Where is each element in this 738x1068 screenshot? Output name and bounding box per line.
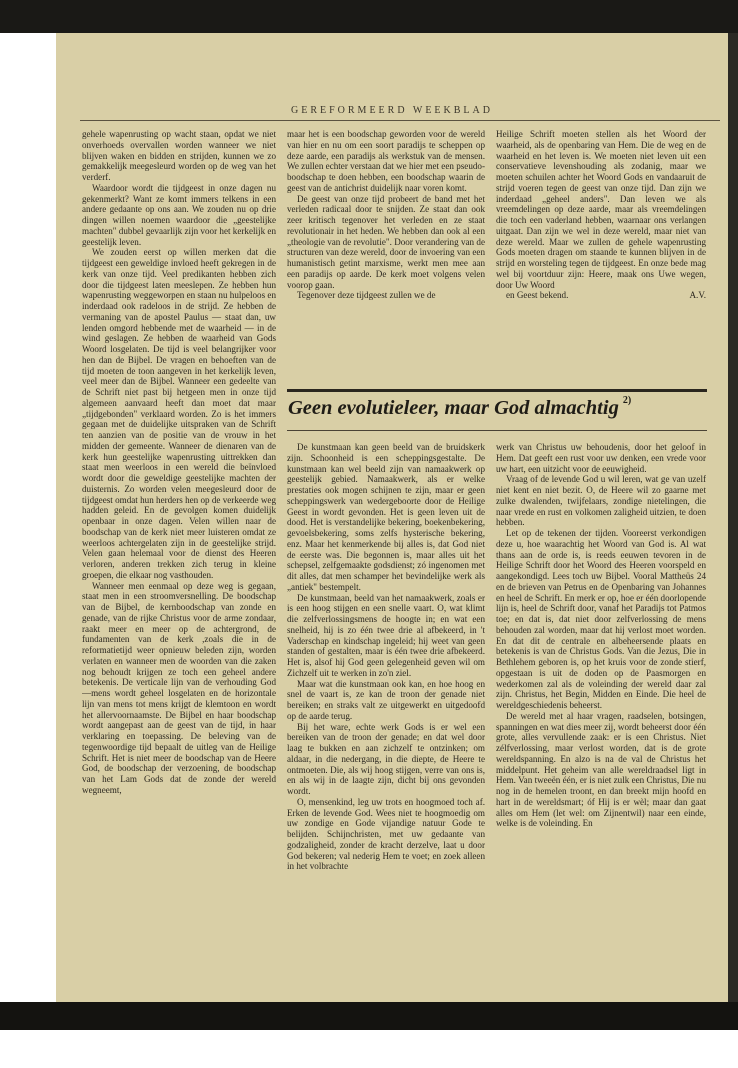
signature-line [496,290,706,301]
paragraph: De kunstmaan, beeld van het namaakwerk, zoals er is een hoog stijgen en een snelle vaart. O, wat klimt die zelfverlossingsmens de hoogte in; en wat een snelheid, hij is zo één twee drie al afbekeerd, in 't Vaderschap en kindschap ingeleid; hij weet van geen standen of gestalten, maar is één twee drie afbekeerd. Het is, alsof hij God geen gelegenheid geven wil om Zichzelf uit te werken in zo'n ziel. [287,592,485,678]
scan-border-right [728,33,738,1029]
paragraph: Wanneer men eenmaal op deze weg is gegaan, staat men in een stroomversnelling. De boodschap van de Bijbel, de kernboodschap van zonde en genade, van de rijke Christus voor de arme zondaar, raakt meer en meer op de achtergrond, de fundamenten van de kerk ,zoals die in de reformatietijd weer opnieuw beleden zijn, worden verlaten en wanneer men de woorden van die zaken nog behoudt krijgen ze toch een geheel andere betekenis. De verticale lijn van de verhouding God—mens wordt geheel losgelaten en de horizontale lijn van mens tot mens krijgt de klemtoon en wordt het allervoornaamste. De Bijbel en haar boodschap wordt aangepast aan de geest van de tijd, in haar verklaring en toepassing. De beleving van de tegenwoordige tijd bepaalt de uitleg van de Heilige Schrift. Het is niet meer de boodschap van de Heere God, de boodschap der verzoening, de boodschap van het Lam Gods dat de zonde der wereld wegneemt, [82,580,276,795]
paragraph: We zouden eerst op willen merken dat die tijdgeest een geweldige invloed heeft gekregen in de kerk van onze tijd. Veel predikanten hebben zich door die tijdgeest laten meeslepen. Ze hebben hun wapenrusting weggeworpen en staan nu hulpeloos en inderdaad ook radeloos in de strijd. Ze hebben de vermaning van de apostel Paulus — staat dan, uw lenden omgord hebbende met de waarheid — in de wind geslagen. Ze hebben de waarheid van Gods Woord losgelaten. De tijd is veel belangrijker voor hen dan de Bijbel. De vragen en behoeften van de tijd moeten de toon aangeven in het kerkelijk leven, veel meer dan de Bijbel. Wanneer een gedeelte van de Schrift niet past bij hetgeen men in onze tijd algemeen aanvaard heeft dan moet dat maar „tijdgebonden" verklaard worden. Zo is het immers gegaan met de duidelijke uitspraken van de Schrift ten aanzien van de positie van de vrouw in het midden der gemeente. Wanneer de dienaren van de kerk hun geestelijke wapenrusting uittrekken dan staat men weerloos in een wereld die beïnvloed wordt door die geweldige geestelijke machten der duisternis. Zo worden velen meegesleurd door de tijdgeest omdat hun herders hen op de verkeerde weg hadden geleid. En de gevolgen komen duidelijk openbaar in onze dagen. Velen willen naar de boodschap van de kerk niet meer luisteren omdat ze weerloos achtergelaten zijn in de geestelijke strijd. Velen gaan helemaal voor de dienst des Heeren verloren, anderen trekken zich terug in kleine groepen, die elkaar nog vasthouden. [82,247,276,580]
column-2 [287,129,485,386]
column-1 [82,129,276,1022]
paragraph: De wereld met al haar vragen, raadselen, botsingen, spanningen en wat dies meer zij, wordt beheerst door één grote, alles vervullende zaak: er is een Christus. Niet zélfverlossing, maar verlost worden, dat is de grote wereldspanning. En alzo is na de val de Christus het middelpunt. Het geheim van alle wereldraadsel ligt in Hem. Van tweeën één, er is niet zulk een Christus, Die nu nog in de hemelen troont, en dan breekt mijn hoofd en hart in de wereldsmart; óf Hij is er wèl; maar dan gaat alles om Hem (let wel: om Zijnentwil) naar een einde, welke is de voleinding. En [496,710,706,829]
paragraph: De geest van onze tijd probeert de band met het verleden radicaal door te snijden. Ze staat dan ook zeer kritisch tegenover het verleden en ze staat revolutionair in het heden. We hebben dan ook al een „theologie van de revolutie". Door verandering van de structuren van deze wereld, door de invoering van een humanistisch getint marxisme, werkt men mee aan een paradijs op aarde. De kerk moet volgens velen voorop gaan. [287,193,485,290]
page-sheet [56,33,728,1029]
column-3-body [496,129,706,290]
paragraph: Bij het ware, echte werk Gods is er wel een bereiken van de troon der genade; en dat wel door laag te bukken en aan zichzelf te ontzinken; om aldaar, in die nedergang, in die diepte, de Heere te ontmoeten. Die, als wij hoog stijgen, verre van ons is, en als wij in de laagte zijn, dicht bij ons gevonden wordt. [287,721,485,796]
author-initials: A.V. [689,290,706,301]
signature-text: en Geest bekend. [506,290,569,301]
running-header: GEREFORMEERD WEEKBLAD [291,105,493,116]
paragraph: Vraag of de levende God u wil leren, wat ge van uzelf niet kent en niet bezit. O, de Heere wil zo gaarne met zulke dwalenden, twijfelaars, zondige nietelingen, die naar vrede en rust en volkomen zaligheid uitzien, te doen hebben. [496,474,706,528]
paragraph: maar het is een boodschap geworden voor de wereld van hier en nu om een soort paradijs te scheppen op deze aarde, een paradijs als werkstuk van de mensen. We zullen echter verstaan dat we hier met een pseudo-boodschap te doen hebben, een boodschap waarin de geest van de antichrist duidelijk naar voren komt. [287,129,485,193]
paragraph: Waardoor wordt die tijdgeest in onze dagen nu gekenmerkt? Want ze komt immers telkens in een andere gedaante op ons aan. We zouden nu op drie dingen willen noemen waardoor die „geestelijke machten" dubbel gevaarlijk zijn voor het kerkelijk en geestelijk leven. [82,182,276,247]
paragraph: O, mensenkind, leg uw trots en hoogmoed toch af. Erken de levende God. Wees niet te hoogmoedig om uw zondige en Gode vijandige natuur Gode te belijden. Schijnchristen, met uw gedaante van godzaligheid, zonder de kracht derzelve, laat u door God bekeren; val nederig Hem te voet; en zoek alleen in het volbrachte [287,796,485,872]
paragraph: gehele wapenrusting op wacht staan, opdat we niet onverhoeds overvallen worden wanneer we niet blijven waken en bidden en strijden, kunnen we zo gemakkelijk meegesleurd worden op de weg van het verderf. [82,129,276,182]
paragraph: Tegenover deze tijdgeest zullen we de [297,290,436,301]
paragraph: Let op de tekenen der tijden. Vooreerst verkondigen deze u, hoe waarachtig het Woord van God is. Al wat thans aan de orde is, is reeds eeuwen tevoren in de Heilige Schrift door het Woord des Heeren voorspeld en aangekondigd. Lees toch uw Bijbel. Vooral Mattheüs 24 en de brieven van Petrus en de Openbaring van Johannes en heel de Schrift. En merk er op, hoe er één doorlopende lijn is, heel de Schrift door, vanaf het Paradijs tot Patmos toe; en dat is, dat niet door zelfverlossing de mens behouden zal worden, maar dat hij verlost moet worden. En dat dit de centrale en albeheersende plaats en betekenis is van de Christus Gods. Van die Jezus, Die in Bethlehem geboren is, op het kruis voor de zonde stierf, opgestaan is uit de doden op de Paasmorgen en wederkomen zal als de voleinding der wereld daar zal zijn. Christus, het Begin, Midden en Einde. Die heel de wereldgeschiedenis beheerst. [496,528,706,710]
footnote-mark: 2) [622,395,632,406]
paragraph: De kunstmaan kan geen beeld van de bruidskerk zijn. Schoonheid is een scheppingsgestalte. De kunstmaan kan wel beeld zijn van namaakwerk op geestelijk gebied. Namaakwerk, als er welke prestaties ook mogen schijnen te zijn, maar er geen scheppingswerk van wedergeboorte door de Heilige Geest in wordt gevonden. Het is geen leven uit de dood. Het is verstandelijke bekering, boekenbekering, gevoelsbekering, soms zelfs hysterische bekering, enz. Maar het kenmerkende bij alles is, dat God niet de eerste was. Die begonnen is, maar alles uit het schepsel, zelfgemaakte godsdienst; zó ingenomen met dit alles, dat men schamper het bevindelijke werk als „antiek" bestempelt. [287,442,485,592]
headline-rule [287,430,707,431]
article-headline [288,397,708,420]
paragraph: werk van Christus uw behoudenis, door het geloof in Hem. Dat geeft een rust voor uw denken, een vrede voor uw hart, een uitzicht voor de eeuwigheid. [496,442,706,474]
column-3 [496,129,706,381]
header-rule [80,120,720,121]
column-4 [287,442,485,1022]
column-5 [496,442,706,1022]
scan-border-bottom [0,1002,738,1030]
scan-border-top [0,0,738,33]
paragraph: Maar wat die kunstmaan ook kan, en hoe hoog en snel de vaart is, ze kan de troon der genade niet bereiken; en straks valt ze uitgewerkt en uitgedoofd op de aarde terug. [287,678,485,721]
headline-text: Geen evolutieleer, maar God almachtig [288,397,619,419]
section-rule [287,389,707,392]
paragraph: Heilige Schrift moeten stellen als het Woord der waarheid, als de openbaring van Hem. Die de weg en de waarheid en het leven is. We moeten niet leven uit een conservatieve levenshouding als zodanig, maar we moeten schuilen achter het Woord Gods en vandaaruit de strijd voeren tegen de geest van onze tijd. Dan zijn we inderdaad „geheel anders". Dan leven we als vreemdelingen op deze aarde, maar als vreemdelingen die toch een vaderland hebben, waarnaar ons verlangen uitgaat. Dan zijn we wel in deze wereld, maar niet van deze wereld. Maar we zullen de gehele wapenrusting Gods moeten dragen om staande te kunnen blijven in de strijd en worsteling tegen de tijdgeest. En onze bede mag wel bij voortduur zijn: Heere, maak ons Uwe wegen, door Uw Woord [496,129,706,290]
